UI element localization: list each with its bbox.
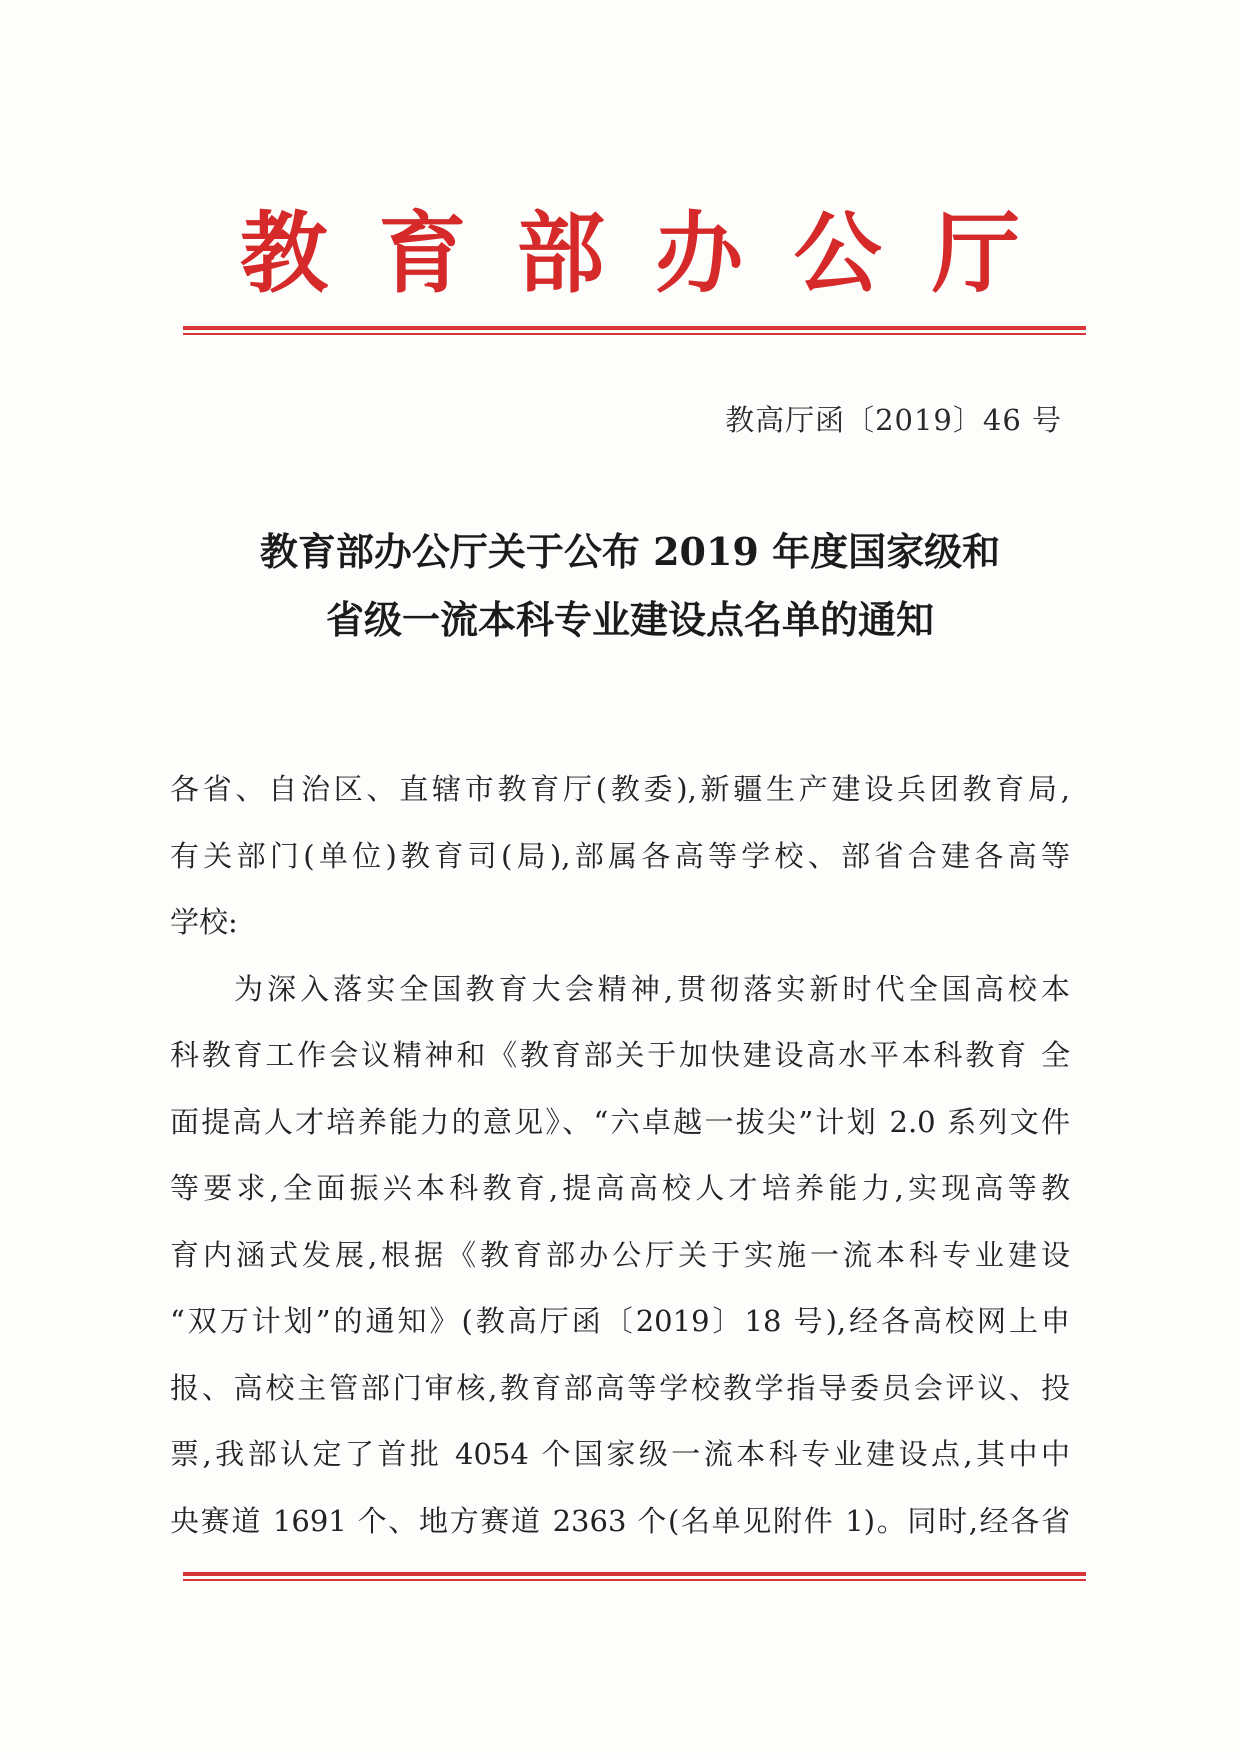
addressee-line: 各省、自治区、直辖市教育厅(教委),新疆生产建设兵团教育局, bbox=[170, 772, 1070, 806]
letterhead-char: 部 bbox=[516, 201, 605, 305]
paragraph-line: 等要求,全面振兴本科教育,提高高校人才培养能力,实现高等教 bbox=[170, 1171, 1070, 1205]
paragraph-line: “双万计划”的通知》(教高厅函〔2019〕18 号),经各高校网上申 bbox=[170, 1304, 1070, 1338]
paragraph-line: 央赛道 1691 个、地方赛道 2363 个(名单见附件 1)。同时,经各省 bbox=[170, 1503, 1070, 1538]
paragraph-line: 为深入落实全国教育大会精神,贯彻落实新时代全国高校本 bbox=[234, 971, 1070, 1006]
letterhead-char: 育 bbox=[378, 201, 467, 305]
letterhead-char: 公 bbox=[793, 201, 882, 305]
paragraph-line: 面提高人才培养能力的意见》、“六卓越一拔尖”计划 2.0 系列文件 bbox=[170, 1104, 1070, 1139]
title-line-2: 省级一流本科专业建设点名单的通知 bbox=[325, 597, 934, 642]
addressee-line: 学校: bbox=[170, 905, 238, 939]
letterhead-char: 厅 bbox=[931, 201, 1020, 305]
document-title bbox=[180, 518, 1080, 654]
document-body bbox=[170, 756, 1070, 1554]
document-number: 教高厅函〔2019〕46 号 bbox=[725, 403, 1062, 437]
letterhead-char: 办 bbox=[655, 201, 744, 305]
letterhead-char: 教 bbox=[240, 201, 329, 305]
paragraph-line: 科教育工作会议精神和《教育部关于加快建设高水平本科教育 全 bbox=[170, 1038, 1070, 1072]
letterhead-divider bbox=[183, 326, 1086, 335]
paragraph-line: 育内涵式发展,根据《教育部办公厅关于实施一流本科专业建设 bbox=[170, 1237, 1070, 1272]
paragraph-line: 票,我部认定了首批 4054 个国家级一流本科专业建设点,其中中 bbox=[170, 1437, 1070, 1471]
issuer-letterhead bbox=[180, 198, 1080, 308]
addressee-line: 有关部门(单位)教育司(局),部属各高等学校、部省合建各高等 bbox=[170, 838, 1070, 873]
footer-divider bbox=[183, 1572, 1086, 1581]
paragraph-line: 报、高校主管部门审核,教育部高等学校教学指导委员会评议、投 bbox=[170, 1370, 1070, 1405]
title-line-1: 教育部办公厅关于公布 2019 年度国家级和 bbox=[259, 529, 1001, 574]
